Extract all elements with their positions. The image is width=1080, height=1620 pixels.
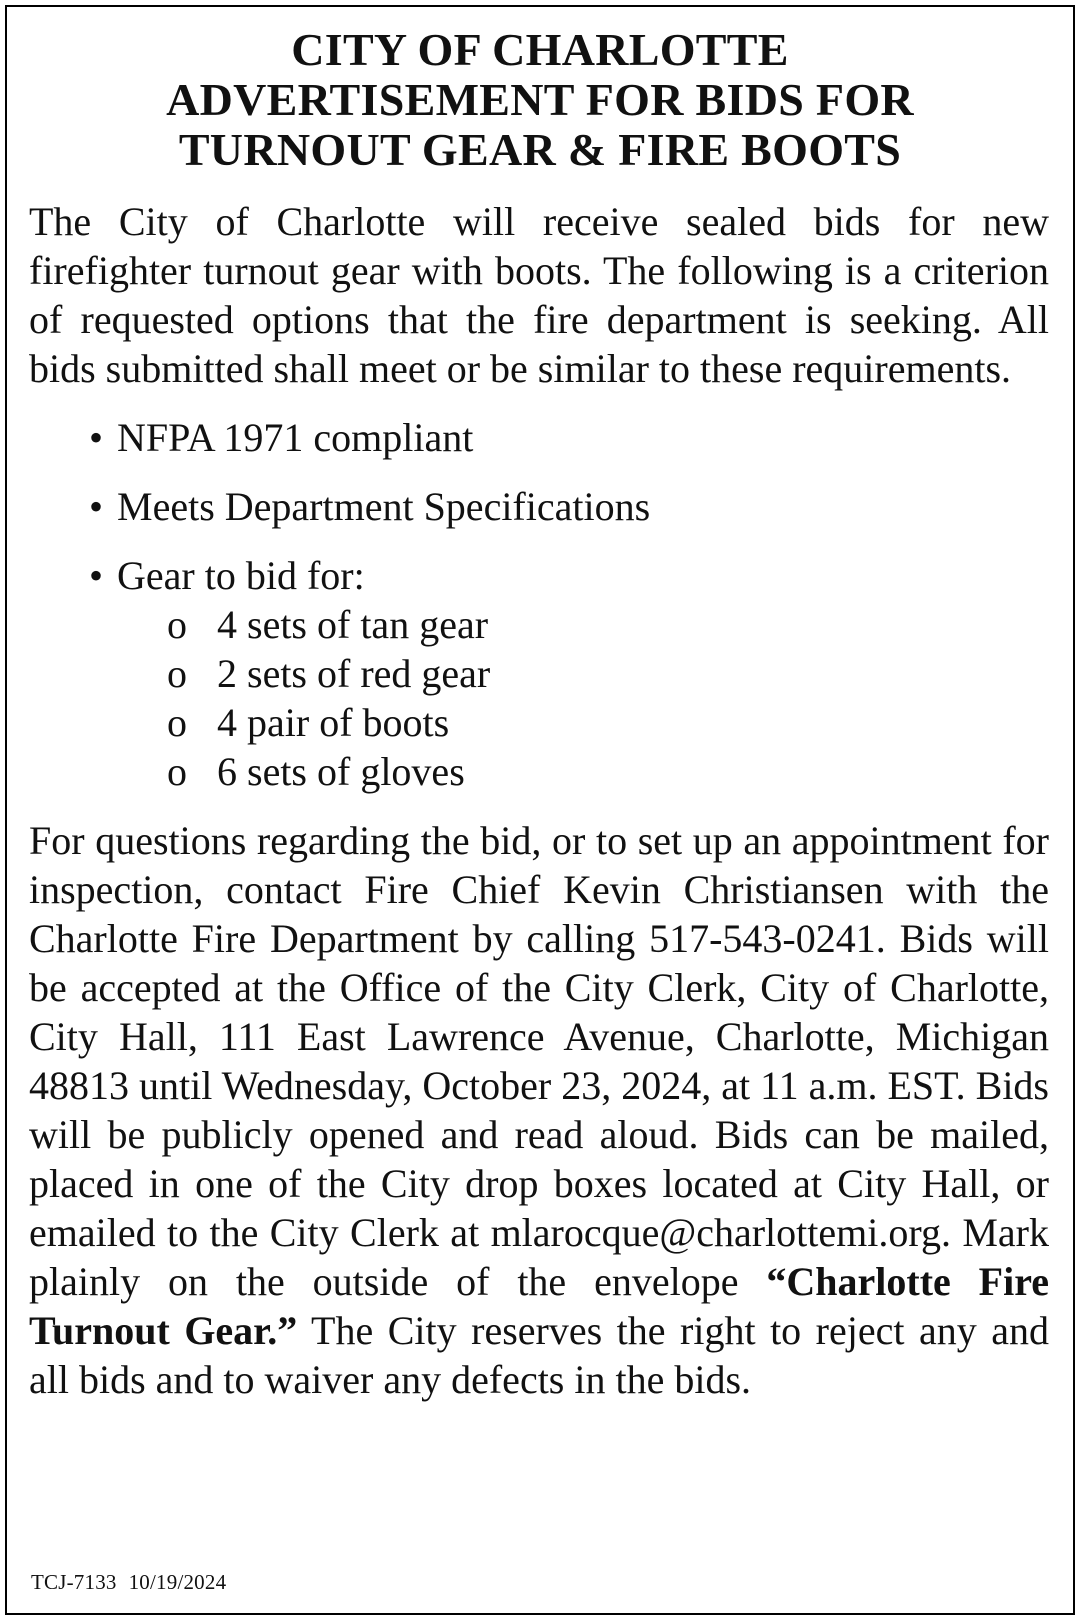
gear-item xyxy=(167,698,1073,747)
legal-notice xyxy=(5,5,1075,1615)
closing-text: For questions regarding the bid, or to set up an appointment for inspection, contact Fire Chief Kevin Christiansen with the Charlotte Fire Department by calling 517-543-0241. Bids will be accepted at the Office of the City Clerk, City of Charlotte, City Hall, 111 East Lawrence Avenue, Charlotte, Michigan 48813 until Wednesday, October 23, 2024, at 11 a.m. EST. Bids will be publicly opened and read aloud. Bids can be mailed, placed in one of the City drop boxes located at City Hall, or emailed to the City Clerk at mlarocque@charlottemi.org. Mark plainly on the outside of the envelope xyxy=(29,818,1049,1304)
notice-date: 10/19/2024 xyxy=(128,1570,227,1594)
gear-item xyxy=(167,600,1073,649)
intro-paragraph: The City of Charlotte will receive sealed bids for new firefighter turnout gear with boots. The following is a criterion of requested options that the fire department is seeking. All bids submitted shall meet or be similar to these requirements. xyxy=(29,199,1049,391)
bullet-icon: • xyxy=(89,415,104,460)
bullet-icon: • xyxy=(89,553,104,598)
sub-bullet-icon: o xyxy=(167,749,187,794)
notice-title xyxy=(27,25,1053,175)
gear-item-text: 4 sets of tan gear xyxy=(217,602,489,647)
title-line-3: TURNOUT GEAR & FIRE BOOTS xyxy=(178,124,902,175)
gear-item xyxy=(167,649,1073,698)
requirement-text: Gear to bid for: xyxy=(117,553,365,598)
requirement-item xyxy=(89,482,1073,531)
notice-code: TCJ-7133 xyxy=(31,1570,117,1594)
gear-item-text: 6 sets of gloves xyxy=(217,749,465,794)
closing-tail: The City reserves the right to reject any and all bids and to waiver any defects in the bids. xyxy=(29,1308,1049,1402)
gear-sublist xyxy=(89,600,1073,796)
title-line-2: ADVERTISEMENT FOR BIDS FOR xyxy=(166,74,914,125)
requirement-item xyxy=(89,551,1073,796)
requirement-text: Meets Department Specifications xyxy=(117,484,651,529)
gear-item xyxy=(167,747,1073,796)
requirement-item xyxy=(89,413,1073,462)
requirements-list xyxy=(7,413,1073,796)
bullet-icon: • xyxy=(89,484,104,529)
notice-footer xyxy=(31,1570,226,1595)
gear-item-text: 4 pair of boots xyxy=(217,700,450,745)
requirement-text: NFPA 1971 compliant xyxy=(117,415,474,460)
title-line-1: CITY OF CHARLOTTE xyxy=(291,24,789,75)
sub-bullet-icon: o xyxy=(167,700,187,745)
sub-bullet-icon: o xyxy=(167,602,187,647)
envelope-marking: “Charlotte Fire Turnout Gear.” xyxy=(29,1259,1049,1353)
closing-paragraph xyxy=(29,816,1049,1404)
sub-bullet-icon: o xyxy=(167,651,187,696)
gear-item-text: 2 sets of red gear xyxy=(217,651,491,696)
